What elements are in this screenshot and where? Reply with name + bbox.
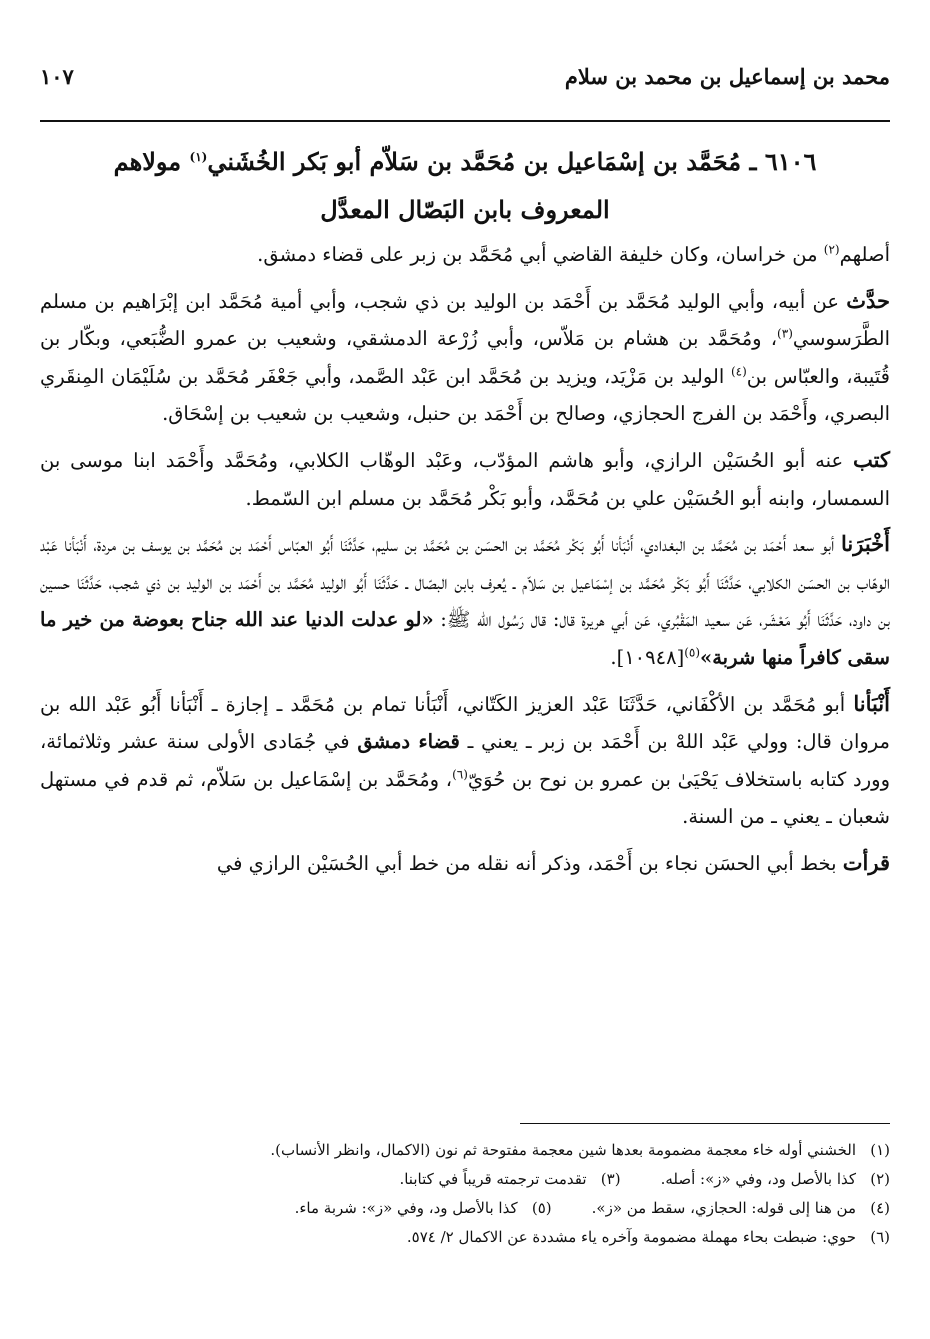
entry-heading-line1 — [40, 138, 890, 186]
hadith-reference: [١٠٩٤٨]. — [610, 645, 685, 669]
footnote-6 — [40, 1223, 890, 1252]
footnote-number: (١) — [870, 1141, 890, 1159]
paragraph-qara'tu — [40, 844, 890, 883]
footnote-number: (٣) — [600, 1170, 621, 1188]
text: ، ومُحَمَّد بن هشام بن مَلاّس، وأبي زُرْعة الدمشقي، وشعيب بن عمرو الضُّبَعي، وبكّار بن قُتَيبة، والعبّاس بن — [40, 327, 890, 388]
text: من خراسان، وكان خليفة القاضي أبي مُحَمَّد بن زبر على قضاء دمشق. — [257, 243, 824, 266]
footnote-ref: (٥) — [684, 645, 701, 660]
footnote-text: الخشني أوله خاء معجمة مضمومة بعدها شين معجمة مفتوحة ثم نون (الاكمال، وانظر الأنساب). — [270, 1141, 856, 1159]
footnote-text: من هنا إلى قوله: الحجازي، سقط من «ز». — [591, 1199, 856, 1217]
paragraph-haddatha — [40, 282, 890, 433]
footnote-2-3 — [40, 1165, 890, 1194]
entry-heading — [40, 138, 890, 234]
footnote-number: (٤) — [870, 1199, 890, 1217]
text: عنه أبو الحُسَيْن الرازي، وأبو هاشم المؤدّب، وعَبْد الوهّاب الكلابي، ومُحَمَّد وأَحْمَد ابنا موسى بن السمسار، وابنه أبو الحُسَيْن علي بن مُحَمَّد، وأبو بَكْر مُحَمَّد بن مسلم ابن السّمط. — [40, 448, 890, 510]
body-text — [40, 236, 890, 891]
keyword: حدَّث — [846, 287, 890, 313]
keyword: قرأت — [842, 849, 890, 875]
footnote-text: حوي: ضبطت بحاء مهملة مضمومة وآخره ياء مشددة عن الاكمال ٢/ ٥٧٤. — [406, 1228, 856, 1246]
text: أبو مُحَمَّد بن الأكْفَاني، حَدَّثَنَا عَبْد العزيز الكَتّاني، أَنْبَأنا تمام بن مُحَمَّد ـ إجازة ـ أَنْبَأنا أَبُو عَبْد الله بن مروان قال: وولي عَبْد اللهْ بن أَحْمَد بن زبر ـ يعني ـ — [40, 692, 890, 754]
entry-heading-line2: المعروف بابن البَصّال المعدَّل — [320, 195, 610, 224]
text: الوليد بن مَزْيَد، ويزيد بن مُحَمَّد ابن عَبْد الصَّمد، وأبي جَعْفَر مُحَمَّد بن سُلَيْمَان المِنقَري البصري، وأَحْمَد بن الفرج الحجازي، وصالح بن أَحْمَد بن حنبل، وشعيب بن شعيب بن إسْحَاق. — [40, 364, 890, 426]
footnote-1 — [40, 1136, 890, 1165]
paragraph-kataba — [40, 441, 890, 517]
keyword: أَنْبَأنا — [853, 690, 890, 716]
footnote-ref: (٣) — [777, 326, 793, 341]
text: عن أبيه، وأبي الوليد مُحَمَّد بن أَحْمَد بن الوليد بن ذي شجب، وأبي أمية مُحَمَّد ابن إبْرَاهيم بن مسلم الطَّرَسوسي — [40, 289, 890, 351]
hadith-text: «لو عدلت الدنيا عند الله جناح بعوضة من خير ما سقى كافراً منها شربة» — [40, 608, 890, 669]
page-number: ١٠٧ — [40, 64, 74, 89]
entry-heading-text: ٦١٠٦ ـ مُحَمَّد بن إسْمَاعيل بن مُحَمَّد بن سَلاّم أبو بَكر الخُشَني — [207, 147, 817, 176]
footnote-ref: (٦) — [452, 767, 468, 782]
footnote-4-5 — [40, 1194, 890, 1223]
footnotes — [40, 1136, 890, 1252]
footnote-ref: (٢) — [823, 242, 840, 257]
text: بخط أبي الحسَن نجاء بن أَحْمَد، وذكر أنه نقله من خط أبي الحُسَيْن الرازي في — [216, 851, 843, 875]
text: في جُمَادى الأولى سنة عشر وثلاثمائة، وورد كتابه باستخلاف يَحْيَىٰ بن عمرو بن نوح بن حُوَيّ — [40, 730, 890, 791]
footnote-number: (٥) — [531, 1199, 552, 1217]
paragraph-anbaana — [40, 685, 890, 836]
footnote-ref: (١) — [189, 150, 208, 164]
text: أصلهم — [839, 243, 890, 266]
header-rule — [40, 120, 890, 122]
footnote-ref: (٤) — [730, 364, 747, 379]
paragraph-origin — [40, 236, 890, 274]
footnote-number: (٢) — [870, 1170, 890, 1188]
footnote-text: كذا بالأصل ود، وفي «ز»: شربة ماء. — [294, 1199, 518, 1217]
footnote-text: تقدمت ترجمته قريباً في كتابنا. — [399, 1170, 587, 1188]
keyword: كتب — [853, 446, 890, 472]
keyword: أَخْبَرَنا — [841, 531, 890, 557]
footnote-text: كذا بالأصل ود، وفي «ز»: أصله. — [660, 1170, 856, 1188]
footnote-rule — [520, 1123, 890, 1124]
entry-heading-end: مولاهم — [113, 147, 182, 176]
footnote-number: (٦) — [870, 1228, 890, 1246]
bold-phrase: قضاء دمشق — [357, 730, 460, 754]
running-head — [40, 62, 890, 110]
text: ، ومُحَمَّد بن إسْمَاعيل بن سَلاّم، ثم قدم في مستهل شعبان ـ يعني ـ من السنة. — [40, 767, 890, 829]
running-title: محمد بن إسماعيل بن محمد بن سلام — [564, 64, 890, 89]
text: أبو سعد أَحْمَد بن مُحَمَّد بن البغدادي، أَنْبَأنا أَبُو بَكْر مُحَمَّد بن الحسَن بن مُحَمَّد بن سليم، حَدَّثَنَا أَبُو العبّاس أَحْمَد بن مُحَمَّد بن يوسف بن مردة، أَنْبَأنا عَبْد الوهّاب بن الحسَن الكلابي، حَدَّثَنَا أَبُو بَكْر مُحَمَّد بن إسْمَاعيل بن سَلاّم ـ يُعرف بابن البصّال ـ حَدَّثَنَا أَبُو الوليد مُحَمَّد بن أَحْمَد بن الوليد بن ذي شجب، حَدَّثَنَا حسين بن داود، حَدَّثَنَا أَبُو مَعْشَر، عَن سعيد المَقْبُري، عَن أبي هريرة قال: قال رَسُول الله ﷺ: — [40, 533, 890, 632]
paragraph-akhbarana — [40, 525, 890, 676]
